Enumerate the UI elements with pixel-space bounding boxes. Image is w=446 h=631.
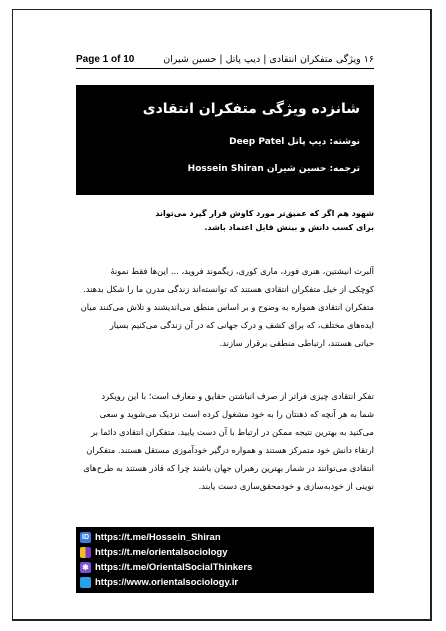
title-box [76, 85, 374, 195]
text-line: نوینی از خودبه‌سازی و خودمحقق‌سازی دست یابند. [198, 481, 374, 491]
translator-line: ترجمه: حسین شیران Hossein Shiran [187, 164, 360, 174]
link-url[interactable]: https://t.me/OrientalSocialThinkers [95, 562, 253, 573]
epigraph [114, 207, 374, 235]
text-line: می‌کنید به بهترین نتیجه ممکن در ارتباط با آن دست یابید. متفکران انتقادی دائما بر [90, 427, 374, 437]
epigraph-line: برای کسب دانش و بینش قابل اعتماد باشد. [204, 223, 374, 232]
text-line: شما به هر آنچه که ذهنتان را به خود مشغول کرده است نزدیک می‌شوید و سعی [99, 409, 374, 419]
text-line: انتقادی می‌توانند در شمار بهترین رهبران جهان باشند چرا که قادر هستند به طرح‌های [83, 463, 374, 473]
epigraph-line: شهود هم اگر که عمیق‌تر مورد کاوش قرار گیرد می‌تواند [155, 209, 374, 218]
author-line: نوشته: دیپ پاتل Deep Patel [229, 137, 360, 147]
gear-icon: ✱ [80, 562, 91, 573]
running-title: ۱۶ ویژگی متفکران انتقادی | دیپ پاتل | حسین شیران [163, 54, 374, 65]
paragraph-2 [76, 387, 374, 495]
text-line: حیاتی هستند، ارتباطی منطقی برقرار سازند. [219, 338, 374, 348]
text-line: کوچکی از خیل متفکران انتقادی هستند که توانسته‌اند زندگی مدرن ما را شکل بدهند. [83, 284, 374, 294]
id-icon: ID [82, 534, 89, 541]
globe-icon [80, 577, 91, 588]
page-header [76, 52, 374, 69]
text-line: ارتقاء دانش خود متمرکز هستند و همواره درگیر خودآموزی مستقل هستند. متفکران [86, 445, 374, 455]
link-url[interactable]: https://www.orientalsociology.ir [95, 577, 239, 588]
paragraph-1 [76, 262, 374, 352]
link-orientalsociology[interactable] [80, 545, 370, 560]
links-box [76, 527, 374, 593]
text-line: متفکران انتقادی همواره به وضوح و بر اساس منطق می‌اندیشند و تلاش می‌کنند میان [80, 302, 374, 312]
text-line: تفکر انتقادی چیزی فراتر از صرف انباشتن حقایق و معارف است؛ با این رویکرد [101, 391, 374, 401]
text-line: ایده‌های مختلف، که برای کشف و درک جهانی که در آن زندگی می‌کنیم بسیار [109, 320, 374, 330]
link-hossein-shiran[interactable] [80, 530, 370, 545]
page-number: Page 1 of 10 [76, 54, 135, 65]
half-circle-icon [80, 547, 91, 558]
link-website[interactable] [80, 575, 370, 590]
link-url[interactable]: https://t.me/orientalsociology [95, 547, 228, 558]
link-oriental-social-thinkers[interactable] [80, 560, 370, 575]
text-line: آلبرت انیشتین، هنری فورد، ماری کوری، زیگموند فروید، ... این‌ها فقط نمونهٔ [110, 266, 374, 276]
link-url[interactable]: https://t.me/Hossein_Shiran [95, 532, 221, 543]
document-title: شانزده ویژگی متفکران انتقادی [142, 101, 360, 117]
